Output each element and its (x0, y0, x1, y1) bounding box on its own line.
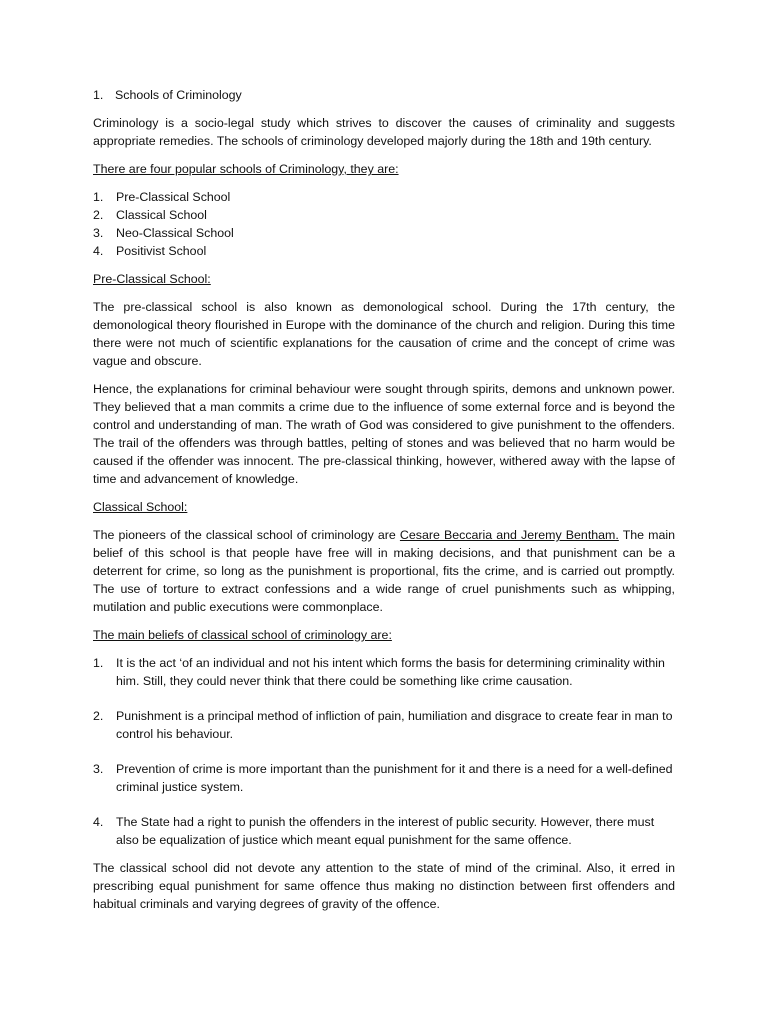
closing-paragraph: The classical school did not devote any attention to the state of mind of the criminal. Also, it erred in prescribing equal punishment for same offence thus making no distinction between first offenders and habitual criminals and varying degrees of gravity of the offence. (93, 861, 675, 911)
belief-item (93, 760, 675, 796)
list-number: 1. (93, 190, 104, 204)
classical-heading: Classical School: (93, 500, 188, 514)
four-schools-heading: There are four popular schools of Criminology, they are: (93, 162, 399, 176)
list-number: 2. (93, 709, 104, 723)
list-item (93, 242, 675, 260)
classical-paragraph-start: The pioneers of the classical school of criminology are (93, 528, 400, 542)
section-number: 1. (93, 88, 104, 102)
list-number: 3. (93, 226, 104, 240)
belief-text: Prevention of crime is more important than the punishment for it and there is a need for a well-defined criminal justice system. (116, 762, 673, 794)
list-item-label: Pre-Classical School (116, 190, 231, 204)
document-body (93, 86, 675, 913)
beliefs-list (93, 654, 675, 849)
belief-item (93, 654, 675, 690)
belief-text: The State had a right to punish the offenders in the interest of public security. However, there must also be equalization of justice which meant equal punishment for the same offence. (116, 815, 655, 847)
list-item (93, 224, 675, 242)
list-number: 4. (93, 815, 104, 829)
list-item (93, 188, 675, 206)
pre-classical-heading: Pre-Classical School: (93, 272, 211, 286)
list-number: 1. (93, 656, 104, 670)
list-item-label: Classical School (116, 208, 207, 222)
list-item (93, 206, 675, 224)
list-item-label: Neo-Classical School (116, 226, 234, 240)
pre-classical-paragraph-2: Hence, the explanations for criminal behaviour were sought through spirits, demons and unknown power. They believed that a man commits a crime due to the influence of some external force and is beyond the control and understanding of man. The wrath of God was considered to give punishment to the offenders. The trail of the offenders was through battles, pelting of stones and was believed that no harm would be caused if the offender was innocent. The pre-classical thinking, however, withered away with the lapse of time and advancement of knowledge. (93, 382, 675, 486)
belief-item (93, 707, 675, 743)
belief-text: Punishment is a principal method of infliction of pain, humiliation and disgrace to create fear in man to control his behaviour. (116, 709, 673, 741)
classical-pioneers: Cesare Beccaria and Jeremy Bentham. (399, 528, 619, 542)
list-number: 3. (93, 762, 104, 776)
list-number: 2. (93, 208, 104, 222)
beliefs-heading: The main beliefs of classical school of criminology are: (93, 628, 392, 642)
schools-list (93, 188, 675, 260)
list-number: 4. (93, 244, 104, 258)
belief-item (93, 813, 675, 849)
belief-text: It is the act ‘of an individual and not his intent which forms the basis for determining criminality within him. Still, they could never think that there could be something like crime causation. (116, 656, 665, 688)
pre-classical-paragraph-1: The pre-classical school is also known as demonological school. During the 17th century, the demonological theory flourished in Europe with the dominance of the church and religion. During this time there were not much of scientific explanations for the causation of crime and the concept of crime was vague and obscure. (93, 300, 675, 368)
classical-paragraph-end: The main belief of this school is that people have free will in making decisions, and that punishment can be a deterrent for crime, so long as the punishment is proportional, fits the crime, and is carried out promptly. The use of torture to extract confessions and a wide range of cruel punishments such as whipping, mutilation and public executions were commonplace. (93, 528, 676, 614)
section-heading (93, 86, 675, 104)
intro-paragraph: Criminology is a socio-legal study which strives to discover the causes of criminality and suggests appropriate remedies. The schools of criminology developed majorly during the 18th and 19th century. (93, 116, 675, 148)
section-title: Schools of Criminology (115, 88, 242, 102)
list-item-label: Positivist School (116, 244, 207, 258)
classical-paragraph (93, 526, 675, 616)
